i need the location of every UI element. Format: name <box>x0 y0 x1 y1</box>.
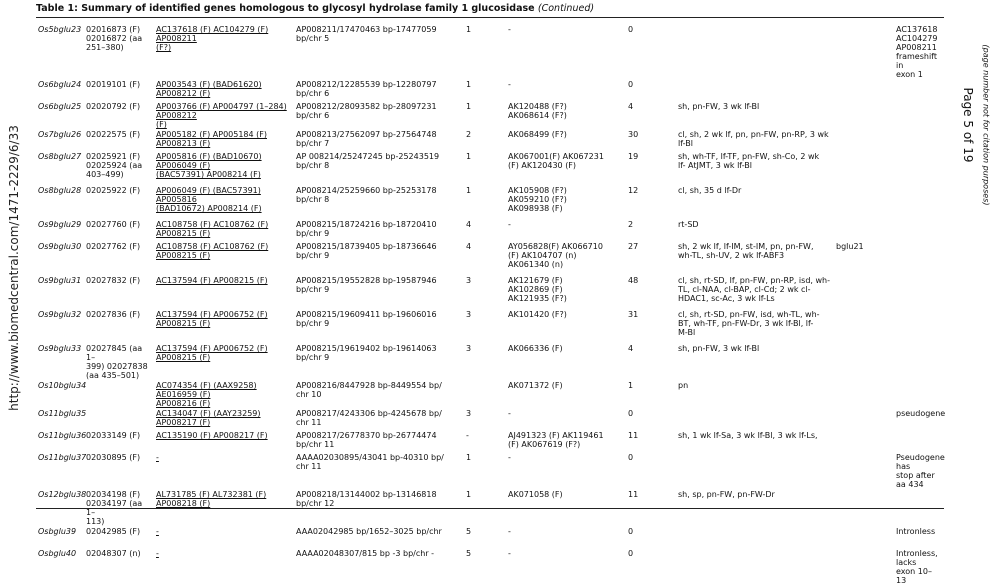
cell-note: pseudogene <box>896 409 946 418</box>
side-url <box>6 38 22 498</box>
cell-cluster: 4 <box>466 242 472 251</box>
table-row <box>36 24 944 79</box>
cell-est: 30 <box>628 130 639 139</box>
caption-title: Table 1: Summary of identified genes homologous to glycosyl hydrolase family 1 glucosidase <box>36 3 535 14</box>
gene-table <box>36 24 944 585</box>
table-row <box>36 309 944 343</box>
cell-expr <box>676 408 834 430</box>
cell-pos: AP008215/18739405 bp-18736646 bp/chr 9 <box>296 242 437 260</box>
cell-note <box>894 380 944 408</box>
cell-gene <box>834 408 894 430</box>
cell-bac: AC137594 (F) AP008215 (F) <box>156 276 268 285</box>
cell-est: 0 <box>628 80 634 89</box>
cell-est: 11 <box>628 431 639 440</box>
cell-note <box>894 101 944 129</box>
cell-bac: AP006049 (F) (BAC57391) AP005816 (BAD10672) AP008214 (F) <box>156 186 262 213</box>
table-row <box>36 129 944 151</box>
cell-est: 0 <box>628 527 634 536</box>
cell-name: Os9bglu30 <box>38 242 82 251</box>
cell-cluster: 1 <box>466 152 472 161</box>
cell-kome: 02019101 (F) <box>86 80 141 89</box>
cell-cluster: 3 <box>466 276 472 285</box>
cell-bac: AP003543 (F) (BAD61620) AP008212 (F) <box>156 80 262 98</box>
cell-kome: 02025922 (F) <box>86 186 141 195</box>
cell-expr: sh, wh-TF, lf-TF, pn-FW, sh-Co, 2 wk lf- AtJMT, 3 wk lf-Bl <box>678 152 820 170</box>
cell-expr: sh, sp, pn-FW, pn-FW-Dr <box>678 490 775 499</box>
cell-cluster: 3 <box>466 310 472 319</box>
cell-gene <box>834 380 894 408</box>
cell-kome: 02033149 (F) <box>86 431 141 440</box>
cell-cluster: 1 <box>466 453 472 462</box>
table-row <box>36 241 944 275</box>
cell-note <box>894 309 944 343</box>
cell-kome: 02048307 (n) <box>86 549 141 558</box>
table-row <box>36 526 944 548</box>
cell-cdna: - <box>508 527 511 536</box>
cell-gene <box>834 129 894 151</box>
cell-est: 4 <box>628 344 634 353</box>
table-row <box>36 430 944 452</box>
cell-est: 0 <box>628 409 634 418</box>
cell-pos: AP008215/19619402 bp-19614063 bp/chr 9 <box>296 344 437 362</box>
cell-expr: cl, sh, 2 wk lf, pn, pn-FW, pn-RP, 3 wk lf-Bl <box>678 130 829 148</box>
cell-bac: AC108758 (F) AC108762 (F) AP008215 (F) <box>156 242 269 260</box>
cell-expr <box>676 452 834 489</box>
cell-pos: AAAA02030895/43041 bp-40310 bp/ chr 11 <box>296 453 444 471</box>
cell-cluster: 4 <box>466 220 472 229</box>
cell-expr: sh, pn-FW, 3 wk lf-Bl <box>678 102 760 111</box>
table-row <box>36 185 944 219</box>
cell-pos: AP008218/13144002 bp-13146818 bp/chr 12 <box>296 490 437 508</box>
cell-cdna: AK071058 (F) <box>508 490 563 499</box>
cell-name: Osbglu39 <box>38 527 77 536</box>
cell-pos: AP008214/25259660 bp-25253178 bp/chr 8 <box>296 186 437 204</box>
cell-kome: 02027832 (F) <box>86 276 141 285</box>
page-note: (page number not for citation purposes) <box>981 44 991 206</box>
cell-cdna: - <box>508 220 511 229</box>
cell-name: Os7bglu26 <box>38 130 82 139</box>
cell-pos: AP008217/4243306 bp-4245678 bp/ chr 11 <box>296 409 442 427</box>
cell-pos: AP008212/28093582 bp-28097231 bp/chr 6 <box>296 102 437 120</box>
cell-cdna: AK105908 (F?) AK059210 (F?) AK098938 (F) <box>508 186 567 213</box>
table-row <box>36 408 944 430</box>
cell-pos: AAAA02048307/815 bp -3 bp/chr - <box>296 549 435 558</box>
cell-name: Os5bglu23 <box>38 25 82 34</box>
cell-gene <box>834 548 894 585</box>
bottom-rule <box>36 508 944 509</box>
cell-est: 31 <box>628 310 639 319</box>
cell-kome: 02027760 (F) <box>86 220 141 229</box>
top-rule <box>36 17 944 18</box>
cell-note: Pseudogene has stop after aa 434 <box>896 453 945 489</box>
cell-name: Os11bglu36 <box>38 431 87 440</box>
cell-cdna: AJ491323 (F) AK119461 (F) AK067619 (F?) <box>508 431 604 449</box>
cell-expr: cl, sh, rt-SD, lf, pn-FW, pn-RP, isd, wh- TL, cl-NAA, cl-BAP, cl-Cd; 2 wk cl- HDAC1, sc-Ac, 3 wk lf-Ls <box>678 276 830 303</box>
cell-est: 11 <box>628 490 639 499</box>
cell-gene: bglu21 <box>836 242 864 251</box>
cell-kome <box>84 380 154 408</box>
cell-est: 0 <box>628 25 634 34</box>
table-row <box>36 380 944 408</box>
cell-cluster: 2 <box>466 130 472 139</box>
cell-bac: AC134047 (F) (AAY23259) AP008217 (F) <box>156 409 261 427</box>
cell-expr <box>676 24 834 79</box>
cell-gene <box>834 526 894 548</box>
cell-name: Os11bglu37 <box>38 453 87 462</box>
cell-cdna: AK101420 (F?) <box>508 310 567 319</box>
cell-cdna: - <box>508 453 511 462</box>
cell-name: Os9bglu33 <box>38 344 82 353</box>
cell-gene <box>834 101 894 129</box>
cell-cdna: AK121679 (F) AK102869 (F) AK121935 (F?) <box>508 276 567 303</box>
cell-name: Os9bglu29 <box>38 220 82 229</box>
cell-kome: 02025921 (F) 02025924 (aa 403–499) <box>86 152 143 179</box>
cell-kome: 02022575 (F) <box>86 130 141 139</box>
table-row <box>36 151 944 185</box>
cell-cdna: AK067001(F) AK067231 (F) AK120430 (F) <box>508 152 604 170</box>
cell-est: 4 <box>628 102 634 111</box>
cell-bac: AC137594 (F) AP006752 (F) AP008215 (F) <box>156 310 268 328</box>
cell-kome: 02027836 (F) <box>86 310 141 319</box>
cell-note <box>894 219 944 241</box>
cell-cdna: - <box>508 80 511 89</box>
cell-note: Intronless <box>896 527 936 536</box>
table-row <box>36 79 944 101</box>
caption-continued: (Continued) <box>537 3 595 14</box>
cell-cluster <box>464 380 506 408</box>
cell-bac: AP005182 (F) AP005184 (F) AP008213 (F) <box>156 130 267 148</box>
table-row <box>36 219 944 241</box>
cell-cdna: AK120488 (F?) AK068614 (F?) <box>508 102 567 120</box>
cell-name: Os9bglu31 <box>38 276 82 285</box>
cell-note <box>894 185 944 219</box>
cell-name: Os11bglu35 <box>38 409 87 418</box>
cell-pos: AP008217/26778370 bp-26774474 bp/chr 11 <box>296 431 437 449</box>
cell-name: Os6bglu24 <box>38 80 82 89</box>
cell-gene <box>834 275 894 309</box>
cell-pos: AP008215/18724216 bp-18720410 bp/chr 9 <box>296 220 437 238</box>
cell-note: AC137618 AC104279 AP008211 frameshift in exon 1 <box>896 25 938 79</box>
cell-name: Os8bglu28 <box>38 186 82 195</box>
cell-note: Intronless, lacks exon 10–13 <box>896 549 938 585</box>
cell-pos: AP008215/19552828 bp-19587946 bp/chr 9 <box>296 276 437 294</box>
cell-name: Os6bglu25 <box>38 102 82 111</box>
cell-pos: AP008216/8447928 bp-8449554 bp/ chr 10 <box>296 381 442 399</box>
cell-pos: AP008211/17470463 bp-17477059 bp/chr 5 <box>296 25 437 43</box>
cell-cdna: - <box>508 25 511 34</box>
cell-name: Os12bglu38 <box>38 490 87 499</box>
cell-gene <box>834 452 894 489</box>
cell-bac: AC074354 (F) (AAX9258) AE016959 (F) AP008216 (F) <box>156 381 257 408</box>
cell-note <box>894 129 944 151</box>
cell-gene <box>834 79 894 101</box>
cell-cluster: 1 <box>466 102 472 111</box>
cell-gene <box>834 430 894 452</box>
cell-cdna: AY056828(F) AK066710 (F) AK104707 (n) AK061340 (n) <box>508 242 603 269</box>
side-url-text: http://www.biomedcentral.com/1471-2229/6/33 <box>7 125 21 411</box>
cell-bac: AP003766 (F) AP004797 (1–284) AP008212 (F) <box>156 102 287 129</box>
cell-name: Os8bglu27 <box>38 152 82 161</box>
cell-bac: - <box>156 527 159 536</box>
cell-cdna: - <box>508 409 511 418</box>
page-info <box>960 40 996 210</box>
cell-kome <box>84 408 154 430</box>
cell-note <box>894 79 944 101</box>
cell-expr <box>676 548 834 585</box>
cell-cluster: 3 <box>466 344 472 353</box>
cell-est: 19 <box>628 152 639 161</box>
cell-kome: 02027845 (aa 1– 399) 02027838 (aa 435–501) <box>86 344 148 380</box>
cell-expr <box>676 79 834 101</box>
table-row <box>36 343 944 380</box>
cell-cluster: 1 <box>466 186 472 195</box>
cell-bac: AC137618 (F) AC104279 (F) AP008211 (F?) <box>156 25 269 52</box>
cell-note <box>894 241 944 275</box>
cell-note <box>894 275 944 309</box>
table-row <box>36 275 944 309</box>
cell-pos: AP008212/12285539 bp-12280797 bp/chr 6 <box>296 80 437 98</box>
cell-note <box>894 151 944 185</box>
cell-est: 48 <box>628 276 639 285</box>
cell-bac: - <box>156 453 159 462</box>
cell-bac: AC108758 (F) AC108762 (F) AP008215 (F) <box>156 220 269 238</box>
cell-gene <box>834 219 894 241</box>
cell-cluster: 3 <box>466 409 472 418</box>
cell-note <box>894 343 944 380</box>
cell-cdna: AK071372 (F) <box>508 381 563 390</box>
cell-gene <box>834 309 894 343</box>
cell-expr: cl, sh, 35 d lf-Dr <box>678 186 742 195</box>
cell-cluster: 1 <box>466 80 472 89</box>
cell-bac: - <box>156 549 159 558</box>
cell-pos: AP 008214/25247245 bp-25243519 bp/chr 8 <box>296 152 440 170</box>
cell-kome: 02042985 (F) <box>86 527 141 536</box>
cell-expr: sh, 1 wk lf-Sa, 3 wk lf-Bl, 3 wk lf-Ls, <box>678 431 818 440</box>
cell-kome: 02016873 (F) 02016872 (aa 251–380) <box>86 25 143 52</box>
cell-expr: sh, pn-FW, 3 wk lf-Bl <box>678 344 760 353</box>
cell-cluster: - <box>466 431 469 440</box>
cell-expr <box>676 526 834 548</box>
cell-note <box>894 430 944 452</box>
cell-name: Osbglu40 <box>38 549 77 558</box>
cell-kome: 02034198 (F) 02034197 (aa 1– 113) <box>86 490 143 526</box>
cell-kome: 02030895 (F) <box>86 453 141 462</box>
cell-est: 1 <box>628 381 634 390</box>
cell-cdna: AK068499 (F?) <box>508 130 567 139</box>
cell-gene <box>834 343 894 380</box>
cell-cdna: - <box>508 549 511 558</box>
cell-bac: AC137594 (F) AP006752 (F) AP008215 (F) <box>156 344 268 362</box>
table-row <box>36 548 944 585</box>
cell-expr: cl, sh, rt-SD, pn-FW, isd, wh-TL, wh- BT, wh-TF, pn-FW-Dr, 3 wk lf-Bl, lf- M-Bl <box>678 310 820 337</box>
cell-cluster: 1 <box>466 490 472 499</box>
cell-bac: AC135190 (F) AP008217 (F) <box>156 431 268 440</box>
cell-est: 0 <box>628 453 634 462</box>
cell-gene <box>834 151 894 185</box>
cell-bac: AP005816 (F) (BAD10670) AP006049 (F) (BAC57391) AP008214 (F) <box>156 152 262 179</box>
cell-est: 2 <box>628 220 634 229</box>
cell-est: 27 <box>628 242 639 251</box>
table-row <box>36 101 944 129</box>
cell-gene <box>834 185 894 219</box>
table-caption <box>36 3 594 14</box>
cell-name: Os10bglu34 <box>38 381 87 390</box>
cell-cluster: 5 <box>466 527 472 536</box>
cell-expr: sh, 2 wk lf, lf-IM, st-IM, pn, pn-FW, wh-TL, sh-UV, 2 wk lf-ABF3 <box>678 242 814 260</box>
table-row <box>36 452 944 489</box>
cell-pos: AP008215/19609411 bp-19606016 bp/chr 9 <box>296 310 437 328</box>
cell-cdna: AK066336 (F) <box>508 344 563 353</box>
cell-gene <box>834 24 894 79</box>
cell-expr: rt-SD <box>678 220 699 229</box>
cell-bac: AL731785 (F) AL732381 (F) AP008218 (F) <box>156 490 267 508</box>
cell-kome: 02020792 (F) <box>86 102 141 111</box>
cell-pos: AP008213/27562097 bp-27564748 bp/chr 7 <box>296 130 437 148</box>
page-label: Page 5 of 19 <box>961 87 975 163</box>
cell-name: Os9bglu32 <box>38 310 82 319</box>
cell-est: 12 <box>628 186 639 195</box>
cell-cluster: 1 <box>466 25 472 34</box>
cell-pos: AAA02042985 bp/1652–3025 bp/chr <box>296 527 442 536</box>
cell-expr: pn <box>678 381 689 390</box>
cell-est: 0 <box>628 549 634 558</box>
cell-kome: 02027762 (F) <box>86 242 141 251</box>
cell-cluster: 5 <box>466 549 472 558</box>
